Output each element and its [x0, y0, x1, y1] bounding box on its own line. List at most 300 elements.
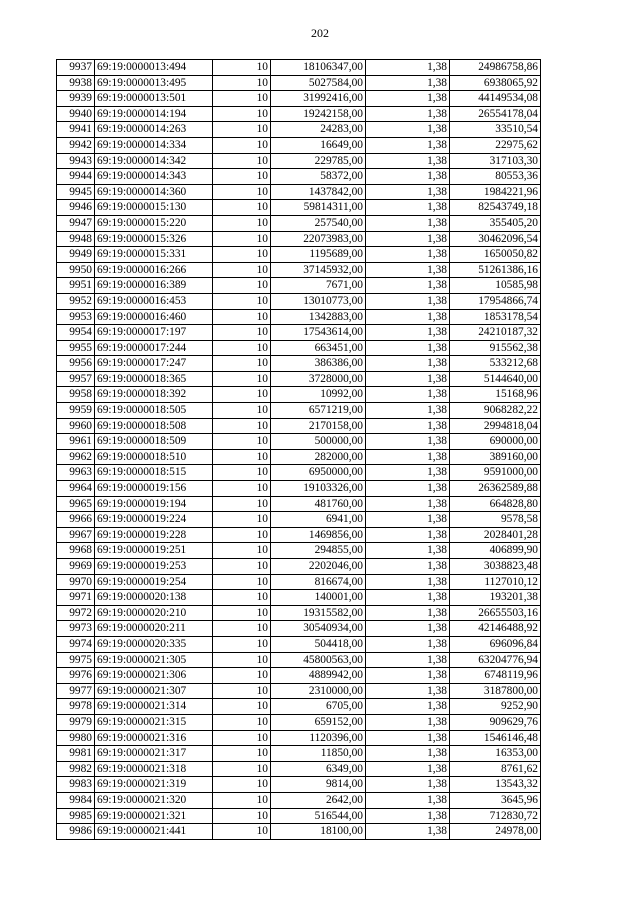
cost-value-cell: 26362589,88 [450, 481, 541, 497]
cost-value-cell: 51261386,16 [450, 262, 541, 278]
row-number-cell: 9938 [57, 75, 95, 91]
cadastral-number-cell: 69:19:0000015:130 [95, 200, 213, 216]
parcel-table [56, 59, 541, 840]
row-number-cell: 9962 [57, 449, 95, 465]
cadastral-number-cell: 69:19:0000020:210 [95, 605, 213, 621]
table-row [57, 60, 541, 76]
row-number-cell: 9961 [57, 434, 95, 450]
cost-value-cell: 9578,58 [450, 512, 541, 528]
area-value-cell: 140001,00 [271, 590, 366, 606]
category-cell: 10 [213, 91, 271, 107]
cost-value-cell: 389160,00 [450, 449, 541, 465]
coefficient-cell: 1,38 [366, 496, 450, 512]
cost-value-cell: 355405,20 [450, 215, 541, 231]
category-cell: 10 [213, 636, 271, 652]
table-row [57, 730, 541, 746]
cadastral-number-cell: 69:19:0000014:360 [95, 184, 213, 200]
area-value-cell: 45800563,00 [271, 652, 366, 668]
row-number-cell: 9980 [57, 730, 95, 746]
cadastral-number-cell: 69:19:0000021:314 [95, 699, 213, 715]
row-number-cell: 9960 [57, 418, 95, 434]
cost-value-cell: 33510,54 [450, 122, 541, 138]
cost-value-cell: 15168,96 [450, 387, 541, 403]
category-cell: 10 [213, 122, 271, 138]
cadastral-number-cell: 69:19:0000020:138 [95, 590, 213, 606]
category-cell: 10 [213, 106, 271, 122]
cadastral-number-cell: 69:19:0000020:211 [95, 621, 213, 637]
category-cell: 10 [213, 746, 271, 762]
cost-value-cell: 26554178,04 [450, 106, 541, 122]
cadastral-number-cell: 69:19:0000013:501 [95, 91, 213, 107]
table-row [57, 403, 541, 419]
cost-value-cell: 9068282,22 [450, 403, 541, 419]
cadastral-number-cell: 69:19:0000016:453 [95, 293, 213, 309]
coefficient-cell: 1,38 [366, 481, 450, 497]
category-cell: 10 [213, 215, 271, 231]
cadastral-number-cell: 69:19:0000018:508 [95, 418, 213, 434]
cost-value-cell: 5144640,00 [450, 371, 541, 387]
coefficient-cell: 1,38 [366, 418, 450, 434]
coefficient-cell: 1,38 [366, 356, 450, 372]
area-value-cell: 3728000,00 [271, 371, 366, 387]
area-value-cell: 386386,00 [271, 356, 366, 372]
row-number-cell: 9971 [57, 590, 95, 606]
cadastral-number-cell: 69:19:0000019:224 [95, 512, 213, 528]
row-number-cell: 9945 [57, 184, 95, 200]
table-row [57, 215, 541, 231]
table-row [57, 153, 541, 169]
coefficient-cell: 1,38 [366, 714, 450, 730]
coefficient-cell: 1,38 [366, 652, 450, 668]
table-row [57, 434, 541, 450]
category-cell: 10 [213, 621, 271, 637]
cost-value-cell: 22975,62 [450, 137, 541, 153]
coefficient-cell: 1,38 [366, 215, 450, 231]
cost-value-cell: 533212,68 [450, 356, 541, 372]
cadastral-number-cell: 69:19:0000019:253 [95, 559, 213, 575]
row-number-cell: 9958 [57, 387, 95, 403]
coefficient-cell: 1,38 [366, 449, 450, 465]
table-row [57, 777, 541, 793]
category-cell: 10 [213, 371, 271, 387]
row-number-cell: 9948 [57, 231, 95, 247]
cost-value-cell: 63204776,94 [450, 652, 541, 668]
area-value-cell: 6950000,00 [271, 465, 366, 481]
row-number-cell: 9978 [57, 699, 95, 715]
cadastral-number-cell: 69:19:0000020:335 [95, 636, 213, 652]
cost-value-cell: 664828,80 [450, 496, 541, 512]
row-number-cell: 9950 [57, 262, 95, 278]
cost-value-cell: 80553,36 [450, 169, 541, 185]
category-cell: 10 [213, 60, 271, 76]
coefficient-cell: 1,38 [366, 621, 450, 637]
coefficient-cell: 1,38 [366, 777, 450, 793]
table-row [57, 231, 541, 247]
area-value-cell: 19315582,00 [271, 605, 366, 621]
coefficient-cell: 1,38 [366, 371, 450, 387]
coefficient-cell: 1,38 [366, 200, 450, 216]
category-cell: 10 [213, 652, 271, 668]
coefficient-cell: 1,38 [366, 465, 450, 481]
area-value-cell: 516544,00 [271, 808, 366, 824]
cost-value-cell: 406899,90 [450, 543, 541, 559]
category-cell: 10 [213, 247, 271, 263]
area-value-cell: 6941,00 [271, 512, 366, 528]
row-number-cell: 9968 [57, 543, 95, 559]
cost-value-cell: 193201,38 [450, 590, 541, 606]
coefficient-cell: 1,38 [366, 699, 450, 715]
category-cell: 10 [213, 356, 271, 372]
table-row [57, 325, 541, 341]
area-value-cell: 16649,00 [271, 137, 366, 153]
table-row [57, 543, 541, 559]
table-row [57, 761, 541, 777]
area-value-cell: 18100,00 [271, 824, 366, 840]
category-cell: 10 [213, 449, 271, 465]
table-row [57, 137, 541, 153]
category-cell: 10 [213, 714, 271, 730]
table-row [57, 200, 541, 216]
row-number-cell: 9955 [57, 340, 95, 356]
coefficient-cell: 1,38 [366, 293, 450, 309]
area-value-cell: 500000,00 [271, 434, 366, 450]
cost-value-cell: 696096,84 [450, 636, 541, 652]
category-cell: 10 [213, 527, 271, 543]
cost-value-cell: 9252,90 [450, 699, 541, 715]
row-number-cell: 9939 [57, 91, 95, 107]
table-row [57, 75, 541, 91]
coefficient-cell: 1,38 [366, 746, 450, 762]
cost-value-cell: 44149534,08 [450, 91, 541, 107]
row-number-cell: 9959 [57, 403, 95, 419]
row-number-cell: 9940 [57, 106, 95, 122]
area-value-cell: 19103326,00 [271, 481, 366, 497]
area-value-cell: 229785,00 [271, 153, 366, 169]
cost-value-cell: 9591000,00 [450, 465, 541, 481]
cadastral-number-cell: 69:19:0000018:392 [95, 387, 213, 403]
table-row [57, 293, 541, 309]
cost-value-cell: 1127010,12 [450, 574, 541, 590]
category-cell: 10 [213, 761, 271, 777]
table-row [57, 247, 541, 263]
area-value-cell: 19242158,00 [271, 106, 366, 122]
coefficient-cell: 1,38 [366, 137, 450, 153]
area-value-cell: 257540,00 [271, 215, 366, 231]
category-cell: 10 [213, 792, 271, 808]
row-number-cell: 9975 [57, 652, 95, 668]
cadastral-number-cell: 69:19:0000016:389 [95, 278, 213, 294]
table-row [57, 808, 541, 824]
area-value-cell: 1342883,00 [271, 309, 366, 325]
area-value-cell: 17543614,00 [271, 325, 366, 341]
cadastral-number-cell: 69:19:0000021:307 [95, 683, 213, 699]
cost-value-cell: 712830,72 [450, 808, 541, 824]
row-number-cell: 9986 [57, 824, 95, 840]
cadastral-number-cell: 69:19:0000013:494 [95, 60, 213, 76]
row-number-cell: 9941 [57, 122, 95, 138]
coefficient-cell: 1,38 [366, 247, 450, 263]
table-row [57, 605, 541, 621]
cadastral-number-cell: 69:19:0000015:220 [95, 215, 213, 231]
row-number-cell: 9943 [57, 153, 95, 169]
row-number-cell: 9974 [57, 636, 95, 652]
row-number-cell: 9972 [57, 605, 95, 621]
coefficient-cell: 1,38 [366, 387, 450, 403]
table-row [57, 371, 541, 387]
cadastral-number-cell: 69:19:0000018:505 [95, 403, 213, 419]
cadastral-number-cell: 69:19:0000018:515 [95, 465, 213, 481]
table-row [57, 496, 541, 512]
area-value-cell: 22073983,00 [271, 231, 366, 247]
table-row [57, 106, 541, 122]
row-number-cell: 9957 [57, 371, 95, 387]
cadastral-number-cell: 69:19:0000017:247 [95, 356, 213, 372]
category-cell: 10 [213, 559, 271, 575]
table-row [57, 668, 541, 684]
row-number-cell: 9965 [57, 496, 95, 512]
cadastral-number-cell: 69:19:0000019:251 [95, 543, 213, 559]
table-row [57, 824, 541, 840]
coefficient-cell: 1,38 [366, 683, 450, 699]
table-row [57, 184, 541, 200]
area-value-cell: 1195689,00 [271, 247, 366, 263]
cadastral-number-cell: 69:19:0000014:194 [95, 106, 213, 122]
cost-value-cell: 915562,38 [450, 340, 541, 356]
coefficient-cell: 1,38 [366, 730, 450, 746]
category-cell: 10 [213, 574, 271, 590]
parcel-table-body [57, 60, 541, 840]
category-cell: 10 [213, 434, 271, 450]
area-value-cell: 18106347,00 [271, 60, 366, 76]
coefficient-cell: 1,38 [366, 278, 450, 294]
cost-value-cell: 3038823,48 [450, 559, 541, 575]
row-number-cell: 9966 [57, 512, 95, 528]
coefficient-cell: 1,38 [366, 668, 450, 684]
area-value-cell: 2170158,00 [271, 418, 366, 434]
category-cell: 10 [213, 231, 271, 247]
area-value-cell: 504418,00 [271, 636, 366, 652]
row-number-cell: 9984 [57, 792, 95, 808]
cost-value-cell: 26655503,16 [450, 605, 541, 621]
cadastral-number-cell: 69:19:0000021:316 [95, 730, 213, 746]
area-value-cell: 2310000,00 [271, 683, 366, 699]
coefficient-cell: 1,38 [366, 325, 450, 341]
category-cell: 10 [213, 730, 271, 746]
area-value-cell: 24283,00 [271, 122, 366, 138]
coefficient-cell: 1,38 [366, 169, 450, 185]
area-value-cell: 11850,00 [271, 746, 366, 762]
cost-value-cell: 1853178,54 [450, 309, 541, 325]
cost-value-cell: 909629,76 [450, 714, 541, 730]
area-value-cell: 4889942,00 [271, 668, 366, 684]
row-number-cell: 9979 [57, 714, 95, 730]
cost-value-cell: 317103,30 [450, 153, 541, 169]
area-value-cell: 659152,00 [271, 714, 366, 730]
category-cell: 10 [213, 200, 271, 216]
coefficient-cell: 1,38 [366, 262, 450, 278]
cadastral-number-cell: 69:19:0000018:365 [95, 371, 213, 387]
page-number: 202 [311, 26, 329, 40]
table-row [57, 652, 541, 668]
area-value-cell: 6571219,00 [271, 403, 366, 419]
category-cell: 10 [213, 481, 271, 497]
row-number-cell: 9954 [57, 325, 95, 341]
category-cell: 10 [213, 605, 271, 621]
coefficient-cell: 1,38 [366, 543, 450, 559]
row-number-cell: 9953 [57, 309, 95, 325]
area-value-cell: 31992416,00 [271, 91, 366, 107]
coefficient-cell: 1,38 [366, 808, 450, 824]
cadastral-number-cell: 69:19:0000021:319 [95, 777, 213, 793]
coefficient-cell: 1,38 [366, 590, 450, 606]
row-number-cell: 9976 [57, 668, 95, 684]
table-row [57, 418, 541, 434]
table-row [57, 559, 541, 575]
row-number-cell: 9973 [57, 621, 95, 637]
coefficient-cell: 1,38 [366, 60, 450, 76]
area-value-cell: 6349,00 [271, 761, 366, 777]
area-value-cell: 5027584,00 [271, 75, 366, 91]
cost-value-cell: 3645,96 [450, 792, 541, 808]
area-value-cell: 58372,00 [271, 169, 366, 185]
row-number-cell: 9952 [57, 293, 95, 309]
area-value-cell: 30540934,00 [271, 621, 366, 637]
coefficient-cell: 1,38 [366, 792, 450, 808]
cost-value-cell: 30462096,54 [450, 231, 541, 247]
category-cell: 10 [213, 75, 271, 91]
category-cell: 10 [213, 137, 271, 153]
area-value-cell: 1120396,00 [271, 730, 366, 746]
area-value-cell: 294855,00 [271, 543, 366, 559]
category-cell: 10 [213, 777, 271, 793]
cadastral-number-cell: 69:19:0000014:334 [95, 137, 213, 153]
category-cell: 10 [213, 169, 271, 185]
cadastral-number-cell: 69:19:0000021:318 [95, 761, 213, 777]
table-row [57, 449, 541, 465]
row-number-cell: 9969 [57, 559, 95, 575]
area-value-cell: 282000,00 [271, 449, 366, 465]
area-value-cell: 7671,00 [271, 278, 366, 294]
category-cell: 10 [213, 325, 271, 341]
table-row [57, 636, 541, 652]
table-row [57, 465, 541, 481]
area-value-cell: 1469856,00 [271, 527, 366, 543]
category-cell: 10 [213, 184, 271, 200]
cost-value-cell: 2028401,28 [450, 527, 541, 543]
category-cell: 10 [213, 278, 271, 294]
row-number-cell: 9937 [57, 60, 95, 76]
cadastral-number-cell: 69:19:0000018:510 [95, 449, 213, 465]
area-value-cell: 481760,00 [271, 496, 366, 512]
cadastral-number-cell: 69:19:0000021:315 [95, 714, 213, 730]
coefficient-cell: 1,38 [366, 559, 450, 575]
cost-value-cell: 24210187,32 [450, 325, 541, 341]
category-cell: 10 [213, 340, 271, 356]
cost-value-cell: 16353,00 [450, 746, 541, 762]
coefficient-cell: 1,38 [366, 434, 450, 450]
cadastral-number-cell: 69:19:0000021:441 [95, 824, 213, 840]
cadastral-number-cell: 69:19:0000018:509 [95, 434, 213, 450]
category-cell: 10 [213, 512, 271, 528]
cadastral-number-cell: 69:19:0000014:263 [95, 122, 213, 138]
table-row [57, 309, 541, 325]
row-number-cell: 9942 [57, 137, 95, 153]
cadastral-number-cell: 69:19:0000019:156 [95, 481, 213, 497]
cost-value-cell: 24978,00 [450, 824, 541, 840]
table-row [57, 590, 541, 606]
row-number-cell: 9977 [57, 683, 95, 699]
table-row [57, 792, 541, 808]
row-number-cell: 9947 [57, 215, 95, 231]
category-cell: 10 [213, 590, 271, 606]
row-number-cell: 9944 [57, 169, 95, 185]
category-cell: 10 [213, 543, 271, 559]
table-row [57, 387, 541, 403]
cost-value-cell: 1650050,82 [450, 247, 541, 263]
table-row [57, 574, 541, 590]
table-row [57, 91, 541, 107]
cadastral-number-cell: 69:19:0000019:194 [95, 496, 213, 512]
row-number-cell: 9949 [57, 247, 95, 263]
cost-value-cell: 2994818,04 [450, 418, 541, 434]
table-row [57, 122, 541, 138]
category-cell: 10 [213, 153, 271, 169]
coefficient-cell: 1,38 [366, 184, 450, 200]
table-row [57, 262, 541, 278]
cost-value-cell: 10585,98 [450, 278, 541, 294]
row-number-cell: 9985 [57, 808, 95, 824]
table-row [57, 278, 541, 294]
cost-value-cell: 13543,32 [450, 777, 541, 793]
cadastral-number-cell: 69:19:0000017:244 [95, 340, 213, 356]
coefficient-cell: 1,38 [366, 574, 450, 590]
category-cell: 10 [213, 668, 271, 684]
cadastral-number-cell: 69:19:0000021:317 [95, 746, 213, 762]
table-row [57, 481, 541, 497]
area-value-cell: 13010773,00 [271, 293, 366, 309]
coefficient-cell: 1,38 [366, 512, 450, 528]
coefficient-cell: 1,38 [366, 309, 450, 325]
row-number-cell: 9946 [57, 200, 95, 216]
cost-value-cell: 8761,62 [450, 761, 541, 777]
area-value-cell: 663451,00 [271, 340, 366, 356]
coefficient-cell: 1,38 [366, 527, 450, 543]
cost-value-cell: 1984221,96 [450, 184, 541, 200]
row-number-cell: 9964 [57, 481, 95, 497]
cadastral-number-cell: 69:19:0000021:305 [95, 652, 213, 668]
coefficient-cell: 1,38 [366, 824, 450, 840]
row-number-cell: 9956 [57, 356, 95, 372]
coefficient-cell: 1,38 [366, 340, 450, 356]
table-row [57, 169, 541, 185]
cost-value-cell: 6748119,96 [450, 668, 541, 684]
category-cell: 10 [213, 293, 271, 309]
table-row [57, 714, 541, 730]
row-number-cell: 9967 [57, 527, 95, 543]
row-number-cell: 9983 [57, 777, 95, 793]
coefficient-cell: 1,38 [366, 153, 450, 169]
category-cell: 10 [213, 309, 271, 325]
table-row [57, 746, 541, 762]
table-row [57, 683, 541, 699]
category-cell: 10 [213, 496, 271, 512]
coefficient-cell: 1,38 [366, 403, 450, 419]
area-value-cell: 10992,00 [271, 387, 366, 403]
cost-value-cell: 17954866,74 [450, 293, 541, 309]
category-cell: 10 [213, 465, 271, 481]
coefficient-cell: 1,38 [366, 605, 450, 621]
area-value-cell: 2642,00 [271, 792, 366, 808]
